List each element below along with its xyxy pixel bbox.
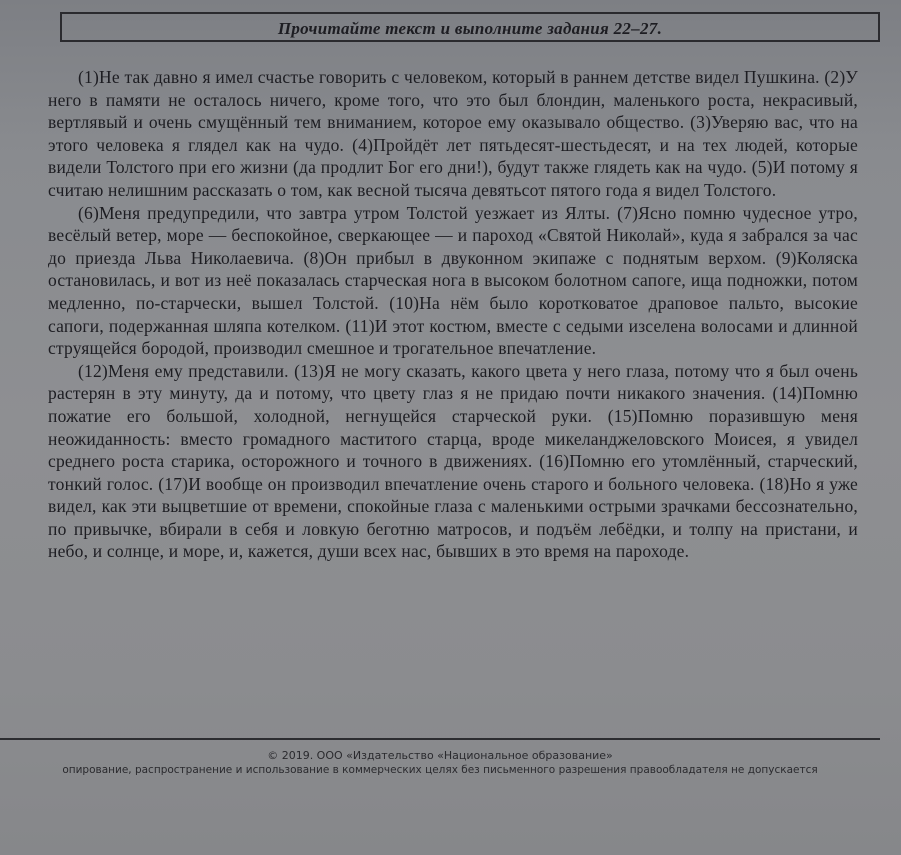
reading-text	[48, 66, 858, 563]
copyright-footer	[0, 748, 880, 778]
paragraph-1: (1)Не так давно я имел счастье говорить с человеком, который в раннем детстве видел Пушкина. (2)У него в памяти не осталось ничего, кроме того, что это был блондин, маленького роста, некрасивый, вертлявый и очень смущённый тем вниманием, которое ему оказывало общество. (3)Уверяю вас, что на этого человека я глядел как на чудо. (4)Пройдёт лет пятьдесят-шестьдесят, и на тех людей, которые видели Толстого при его жизни (да продлит Бог его дни!), будут также глядеть как на чудо. (5)И потому я считаю нелишним рассказать о том, как весной тысяча девятьсот пятого года я видел Толстого.	[48, 67, 858, 200]
task-header-box	[60, 12, 880, 42]
copyright-notice: опирование, распространение и использование в коммерческих целях без письменного разрешения правообладателя не допускается	[62, 764, 818, 776]
paragraph-2: (6)Меня предупредили, что завтра утром Толстой уезжает из Ялты. (7)Ясно помню чудесное утро, весёлый ветер, море — беспокойное, сверкающее — и пароход «Святой Николай», куда я забрался за час до приезда Льва Николаевича. (8)Он прибыл в двуконном экипаже с поднятым верхом. (9)Коляска остановилась, и вот из неё показалась старческая нога в высоком болотном сапоге, ища подножки, потом медленно, по-старчески, вышел Толстой. (10)На нём было коротковатое драповое пальто, высокие сапоги, подержанная шляпа котелком. (11)И этот костюм, вместе с седыми изселена волосами и длинной струящейся бородой, производил смешное и трогательное впечатление.	[48, 202, 858, 359]
copyright-line: © 2019. ООО «Издательство «Национальное образование»	[267, 749, 613, 762]
task-header-title: Прочитайте текст и выполните задания 22–27.	[277, 19, 663, 38]
paragraph-3: (12)Меня ему представили. (13)Я не могу сказать, какого цвета у него глаза, потому что я был очень растерян в эту минуту, да и потому, что цвету глаз я не придаю почти никакого значения. (14)Помню пожатие его большой, холодной, негнущейся старческой руки. (15)Помню поразившую меня неожиданность: вместо громадного маститого старца, вроде микеланджеловского Моисея, я увидел среднего роста старика, осторожного и точного в движениях. (16)Помню его утомлённый, старческий, тонкий голос. (17)И вообще он производил впечатление очень старого и больного человека. (18)Но я уже видел, как эти выцветшие от времени, спокойные глаза с маленькими острыми зрачками бессознательно, по привычке, вбирали в себя и ловкую беготню матросов, и подъём лебёдки, и толпу на пристани, и небо, и солнце, и море, и, кажется, души всех нас, бывших в это время на пароходе.	[48, 360, 858, 562]
footer-divider	[0, 738, 880, 740]
